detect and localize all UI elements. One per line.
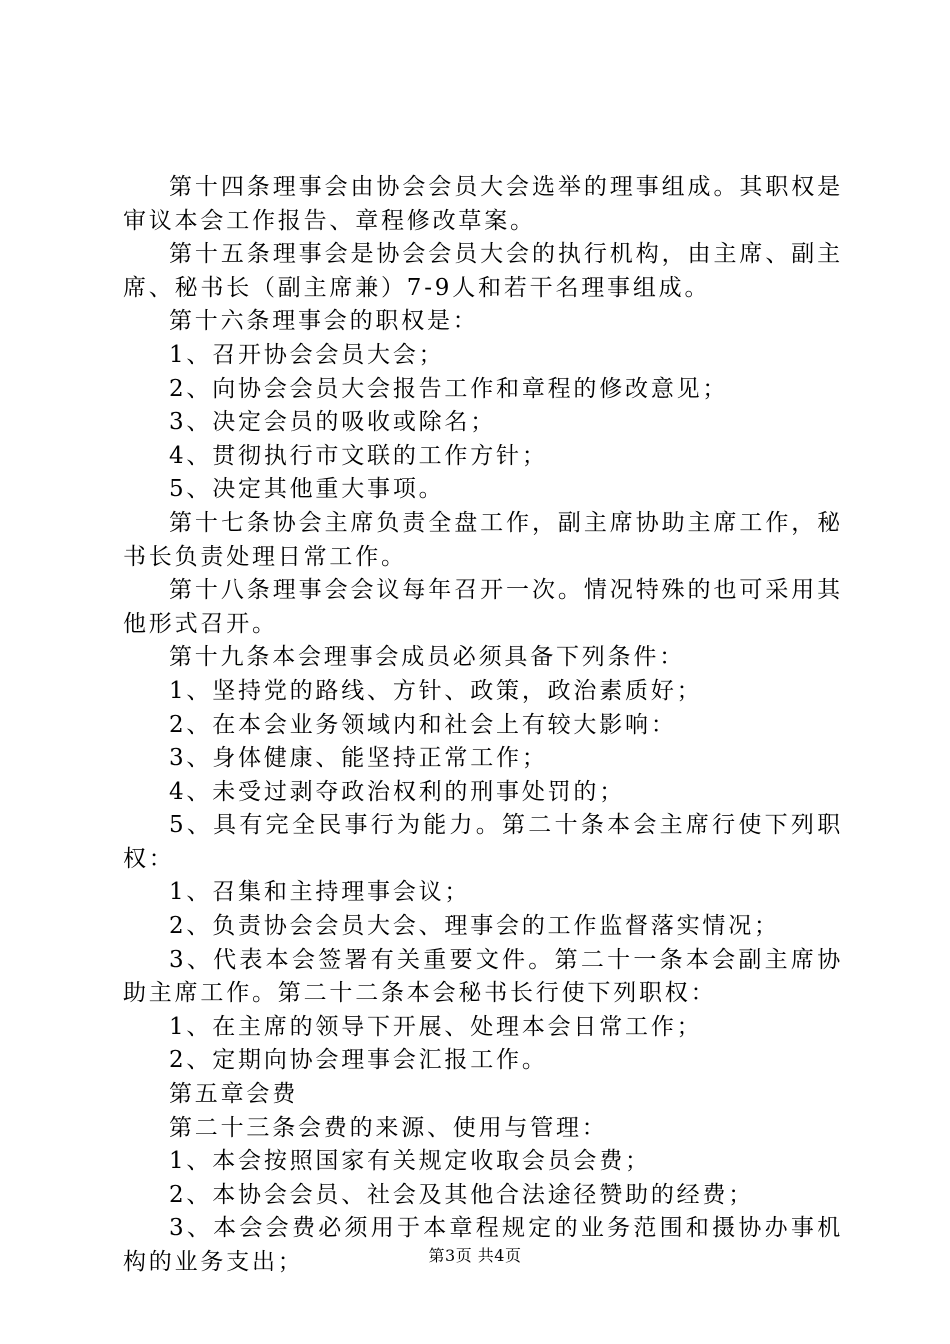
paragraph: 3、决定会员的吸收或除名；: [169, 409, 497, 436]
paragraph: 1、本会按照国家有关规定收取会员会费；: [169, 1148, 651, 1175]
paragraph: 第十六条理事会的职权是：: [169, 308, 479, 335]
paragraph: 5、决定其他重大事项。: [169, 476, 445, 503]
document-body: [123, 171, 843, 1280]
paragraph: 4、贯彻执行市文联的工作方针；: [169, 442, 548, 469]
paragraph: 1、坚持党的路线、方针、政策，政治素质好；: [169, 677, 703, 704]
page-number-footer: 第3页 共4页: [428, 1246, 522, 1265]
paragraph: 3、本会会费必须用于本章程规定的业务范围和摄协办事机构的业务支出；: [123, 1215, 843, 1275]
paragraph: 3、身体健康、能坚持正常工作；: [169, 745, 548, 772]
paragraph: 2、向协会会员大会报告工作和章程的修改意见；: [169, 375, 729, 402]
paragraph: 第十七条协会主席负责全盘工作，副主席协助主席工作，秘书长负责处理日常工作。: [123, 509, 843, 570]
paragraph: 2、负责协会会员大会、理事会的工作监督落实情况；: [169, 913, 780, 940]
paragraph: 2、在本会业务领域内和社会上有较大影响：: [169, 711, 677, 738]
chapter-heading: 第五章会费: [169, 1081, 298, 1108]
paragraph: 4、未受过剥夺政治权利的刑事处罚的；: [169, 778, 626, 805]
paragraph: 2、本协会会员、社会及其他合法途径赞助的经费；: [169, 1181, 755, 1208]
paragraph: 第十四条理事会由协会会员大会选举的理事组成。其职权是审议本会工作报告、章程修改草案。: [123, 174, 843, 234]
paragraph: 第十八条理事会会议每年召开一次。情况特殊的也可采用其他形式召开。: [123, 577, 843, 637]
paragraph: 3、代表本会签署有关重要文件。第二十一条本会副主席协助主席工作。第二十二条本会秘书长行使下列职权：: [123, 946, 843, 1007]
paragraph: 2、定期向协会理事会汇报工作。: [169, 1047, 548, 1074]
paragraph: 1、在主席的领导下开展、处理本会日常工作；: [169, 1013, 703, 1040]
paragraph: 第十九条本会理事会成员必须具备下列条件：: [169, 644, 685, 671]
paragraph: 5、具有完全民事行为能力。第二十条本会主席行使下列职权：: [123, 812, 843, 872]
paragraph: 1、召集和主持理事会议；: [169, 879, 471, 906]
paragraph: 第二十三条会费的来源、使用与管理：: [169, 1114, 608, 1141]
paragraph: 1、召开协会会员大会；: [169, 341, 445, 368]
paragraph: 第十五条理事会是协会会员大会的执行机构，由主席、副主席、秘书长（副主席兼）7-9人和若干名理事组成。: [123, 241, 843, 301]
